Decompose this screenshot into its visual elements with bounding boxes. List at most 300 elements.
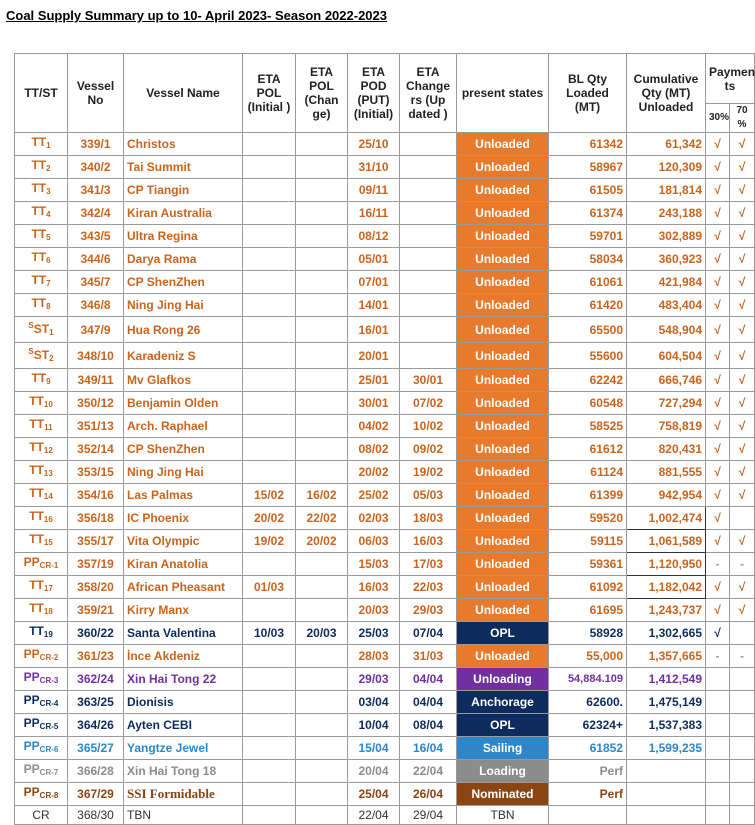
payment-70: √	[730, 392, 755, 415]
eta-pol-change: 16/02	[296, 484, 348, 507]
payment-30: -	[706, 645, 730, 668]
tt-st-cell	[15, 484, 68, 507]
tt-subscript: 1	[46, 141, 51, 150]
payment-70: -	[730, 645, 755, 668]
bl-qty: 59520	[549, 507, 627, 530]
tt-subscript: 9	[46, 377, 51, 386]
present-state: Loading	[457, 760, 549, 783]
eta-pol-change	[296, 392, 348, 415]
tt-subscript: CR-4	[39, 699, 59, 708]
tt-label: TT	[29, 509, 44, 523]
bl-qty: 58967	[549, 156, 627, 179]
payment-70: √	[730, 202, 755, 225]
eta-pol-initial	[243, 599, 296, 622]
tt-subscript: 6	[46, 256, 51, 265]
tt-st-cell	[15, 438, 68, 461]
tt-label: TT	[29, 486, 44, 500]
tt-label: ST	[33, 348, 50, 362]
eta-pol-initial: 19/02	[243, 530, 296, 553]
tt-label: TT	[29, 440, 44, 454]
eta-change: 08/04	[400, 714, 457, 737]
present-state: Nominated	[457, 783, 549, 806]
eta-pol-initial	[243, 760, 296, 783]
present-state: Unloaded	[457, 133, 549, 156]
vessel-no: 346/8	[68, 294, 124, 317]
table-row	[15, 202, 755, 225]
payment-70: √	[730, 133, 755, 156]
eta-pod: 22/04	[348, 806, 400, 825]
bl-qty: 61124	[549, 461, 627, 484]
eta-pol-change	[296, 783, 348, 806]
payment-30: √	[706, 133, 730, 156]
header-vessel-name: Vessel Name	[124, 54, 243, 133]
table-row	[15, 737, 755, 760]
eta-pol-initial	[243, 392, 296, 415]
table-row	[15, 248, 755, 271]
tt-st-cell	[15, 156, 68, 179]
eta-pol-change	[296, 317, 348, 343]
eta-pod: 09/11	[348, 179, 400, 202]
cumulative-qty: 1,357,665	[627, 645, 706, 668]
tt-label: TT	[31, 371, 47, 385]
payment-30	[706, 783, 730, 806]
tt-subscript: 12	[43, 446, 53, 455]
eta-pol-change	[296, 691, 348, 714]
payment-30: √	[706, 484, 730, 507]
vessel-no: 350/12	[68, 392, 124, 415]
vessel-no: 347/9	[68, 317, 124, 343]
tt-label: TT	[29, 601, 44, 615]
tt-label: TT	[29, 417, 45, 431]
vessel-no: 355/17	[68, 530, 124, 553]
bl-qty: 58034	[549, 248, 627, 271]
bl-qty: 54,884.109	[549, 668, 627, 691]
vessel-name: Xin Hai Tong 22	[124, 668, 243, 691]
eta-pod: 04/02	[348, 415, 400, 438]
cumulative-qty: 604,504	[627, 343, 706, 369]
eta-pod: 30/01	[348, 392, 400, 415]
present-state: Unloaded	[457, 343, 549, 369]
tt-label: TT	[29, 578, 44, 592]
vessel-name: Kiran Anatolia	[124, 553, 243, 576]
tt-subscript: CR-6	[39, 745, 59, 754]
tt-st-cell	[15, 760, 68, 783]
eta-change: 04/04	[400, 691, 457, 714]
payment-70: √	[730, 156, 755, 179]
bl-qty: 61092	[549, 576, 627, 599]
eta-pod: 20/01	[348, 343, 400, 369]
tt-label: ST	[33, 322, 50, 336]
eta-change: 31/03	[400, 645, 457, 668]
present-state: Sailing	[457, 737, 549, 760]
tt-st-cell	[15, 415, 68, 438]
vessel-name: SSI Formidable	[124, 783, 243, 806]
payment-70: √	[730, 530, 755, 553]
tt-subscript: 2	[49, 354, 54, 363]
vessel-name: Darya Rama	[124, 248, 243, 271]
vessel-no: 364/26	[68, 714, 124, 737]
tt-label: TT	[29, 463, 44, 477]
vessel-no: 357/19	[68, 553, 124, 576]
eta-change	[400, 202, 457, 225]
tt-st-cell	[15, 645, 68, 668]
tt-subscript: CR-2	[39, 653, 59, 662]
tt-st-cell	[15, 225, 68, 248]
payment-70	[730, 691, 755, 714]
table-row	[15, 645, 755, 668]
vessel-name: CP ShenZhen	[124, 438, 243, 461]
payment-70	[730, 507, 755, 530]
bl-qty: Perf	[549, 783, 627, 806]
tt-label: TT	[31, 227, 47, 241]
eta-change: 19/02	[400, 461, 457, 484]
vessel-no: 348/10	[68, 343, 124, 369]
present-state: Unloaded	[457, 645, 549, 668]
bl-qty: 55,000	[549, 645, 627, 668]
eta-pod: 03/04	[348, 691, 400, 714]
tt-subscript: 19	[43, 630, 53, 639]
eta-pod: 05/01	[348, 248, 400, 271]
vessel-name: Tai Summit	[124, 156, 243, 179]
eta-pol-initial	[243, 553, 296, 576]
present-state: Unloaded	[457, 392, 549, 415]
bl-qty: 55600	[549, 343, 627, 369]
header-eta-changes: ETA Change rs (Up dated )	[400, 54, 457, 133]
tt-label: PP	[23, 739, 40, 753]
table-row	[15, 415, 755, 438]
payment-70: √	[730, 576, 755, 599]
eta-pol-change	[296, 415, 348, 438]
tt-label: TT	[29, 394, 44, 408]
cumulative-qty	[627, 806, 706, 825]
bl-qty: 59701	[549, 225, 627, 248]
tt-st-cell	[15, 783, 68, 806]
cumulative-qty: 120,309	[627, 156, 706, 179]
eta-pol-change	[296, 737, 348, 760]
eta-pol-initial: 15/02	[243, 484, 296, 507]
present-state: Unloaded	[457, 530, 549, 553]
vessel-name: CP Tiangin	[124, 179, 243, 202]
vessel-name: Hua Rong 26	[124, 317, 243, 343]
eta-pol-initial	[243, 343, 296, 369]
present-state: Unloaded	[457, 415, 549, 438]
bl-qty: 61374	[549, 202, 627, 225]
payment-30: √	[706, 461, 730, 484]
eta-pol-initial	[243, 645, 296, 668]
tt-st-cell	[15, 133, 68, 156]
eta-pod: 16/11	[348, 202, 400, 225]
bl-qty: 61399	[549, 484, 627, 507]
tt-subscript: 13	[43, 469, 53, 478]
payment-70: √	[730, 461, 755, 484]
eta-pol-initial	[243, 271, 296, 294]
eta-pod: 25/01	[348, 369, 400, 392]
payment-30: √	[706, 202, 730, 225]
eta-pol-change	[296, 225, 348, 248]
eta-pol-change	[296, 248, 348, 271]
payment-70: √	[730, 369, 755, 392]
present-state: Unloaded	[457, 599, 549, 622]
cumulative-qty: 1,243,737	[627, 599, 706, 622]
eta-pod: 16/03	[348, 576, 400, 599]
vessel-name: IC Phoenix	[124, 507, 243, 530]
eta-pod: 14/01	[348, 294, 400, 317]
header-vessel-no: Vessel No	[68, 54, 124, 133]
eta-pol-change	[296, 553, 348, 576]
bl-qty: 62600.	[549, 691, 627, 714]
tt-label: PP	[23, 716, 40, 730]
tt-subscript: 7	[46, 279, 51, 288]
vessel-no: 358/20	[68, 576, 124, 599]
vessel-name: Kirry Manx	[124, 599, 243, 622]
payment-30: √	[706, 179, 730, 202]
payment-30: √	[706, 438, 730, 461]
vessel-no: 349/11	[68, 369, 124, 392]
payment-30: √	[706, 156, 730, 179]
tt-st-cell	[15, 202, 68, 225]
tt-subscript: CR-1	[39, 561, 59, 570]
eta-change	[400, 248, 457, 271]
vessel-no: 362/24	[68, 668, 124, 691]
tt-label: TT	[31, 158, 47, 172]
eta-pol-change	[296, 156, 348, 179]
payment-30: √	[706, 225, 730, 248]
eta-change: 22/04	[400, 760, 457, 783]
payment-70	[730, 783, 755, 806]
payment-30: √	[706, 343, 730, 369]
present-state: Unloaded	[457, 484, 549, 507]
eta-pol-initial	[243, 714, 296, 737]
tt-st-cell	[15, 369, 68, 392]
vessel-no: 361/23	[68, 645, 124, 668]
eta-pod: 25/02	[348, 484, 400, 507]
payment-70: √	[730, 294, 755, 317]
payment-70	[730, 622, 755, 645]
vessel-name: Vita Olympic	[124, 530, 243, 553]
table-row	[15, 806, 755, 825]
eta-change: 22/03	[400, 576, 457, 599]
eta-pol-initial	[243, 806, 296, 825]
vessel-no: 366/28	[68, 760, 124, 783]
document-title: Coal Supply Summary up to 10- April 2023- Season 2022-2023	[6, 8, 387, 23]
payment-30: √	[706, 294, 730, 317]
cumulative-qty: 758,819	[627, 415, 706, 438]
present-state: OPL	[457, 622, 549, 645]
eta-change	[400, 156, 457, 179]
table-row	[15, 133, 755, 156]
eta-pol-initial: 01/03	[243, 576, 296, 599]
present-state: Unloaded	[457, 202, 549, 225]
table-row	[15, 553, 755, 576]
tt-st-cell	[15, 294, 68, 317]
eta-pol-change	[296, 668, 348, 691]
eta-change	[400, 225, 457, 248]
eta-pol-change	[296, 461, 348, 484]
tt-label: PP	[23, 555, 40, 569]
vessel-no: 344/6	[68, 248, 124, 271]
eta-pod: 20/02	[348, 461, 400, 484]
bl-qty: 58525	[549, 415, 627, 438]
eta-pol-change: 22/02	[296, 507, 348, 530]
tt-label: TT	[31, 181, 47, 195]
payment-70: -	[730, 553, 755, 576]
cumulative-qty: 548,904	[627, 317, 706, 343]
table-row	[15, 294, 755, 317]
tt-st-cell	[15, 179, 68, 202]
cumulative-qty: 666,746	[627, 369, 706, 392]
eta-pod: 15/04	[348, 737, 400, 760]
vessel-name: Ning Jing Hai	[124, 461, 243, 484]
table-row	[15, 317, 755, 343]
present-state: Unloaded	[457, 576, 549, 599]
vessel-name: Ultra Regina	[124, 225, 243, 248]
eta-pol-initial	[243, 369, 296, 392]
tt-subscript: CR-5	[39, 722, 59, 731]
eta-change: 07/02	[400, 392, 457, 415]
eta-pod: 10/04	[348, 714, 400, 737]
eta-pol-change	[296, 133, 348, 156]
eta-change: 17/03	[400, 553, 457, 576]
tt-label: TT	[29, 624, 44, 638]
payment-30: √	[706, 599, 730, 622]
cumulative-qty: 243,188	[627, 202, 706, 225]
table-row	[15, 461, 755, 484]
table-row	[15, 622, 755, 645]
header-present-states: present states	[457, 54, 549, 133]
table-row	[15, 783, 755, 806]
eta-pol-initial: 10/03	[243, 622, 296, 645]
eta-change	[400, 271, 457, 294]
payment-70: √	[730, 343, 755, 369]
vessel-name: Christos	[124, 133, 243, 156]
payment-70	[730, 737, 755, 760]
present-state: Unloading	[457, 668, 549, 691]
cumulative-qty: 360,923	[627, 248, 706, 271]
payment-70	[730, 760, 755, 783]
tt-subscript: 4	[46, 210, 51, 219]
eta-pol-initial	[243, 783, 296, 806]
eta-pol-initial	[243, 737, 296, 760]
payment-30: √	[706, 530, 730, 553]
payment-70	[730, 806, 755, 825]
eta-pol-change	[296, 343, 348, 369]
present-state: Unloaded	[457, 294, 549, 317]
header-eta-pol-change: ETA POL (Chan ge)	[296, 54, 348, 133]
eta-pol-change	[296, 438, 348, 461]
vessel-no: 345/7	[68, 271, 124, 294]
eta-pod: 06/03	[348, 530, 400, 553]
payment-70: √	[730, 225, 755, 248]
cumulative-qty: 181,814	[627, 179, 706, 202]
table-row	[15, 156, 755, 179]
table-row	[15, 369, 755, 392]
payment-70: √	[730, 179, 755, 202]
vessel-name: Dionisis	[124, 691, 243, 714]
eta-change: 29/03	[400, 599, 457, 622]
tt-st-cell	[15, 317, 68, 343]
present-state: Unloaded	[457, 248, 549, 271]
header-payments: Paymen ts	[706, 54, 755, 104]
vessel-no: 356/18	[68, 507, 124, 530]
payment-70: √	[730, 438, 755, 461]
eta-change	[400, 317, 457, 343]
bl-qty: 60548	[549, 392, 627, 415]
tt-subscript: 5	[46, 233, 51, 242]
table-row	[15, 225, 755, 248]
table-row	[15, 714, 755, 737]
cumulative-qty: 61,342	[627, 133, 706, 156]
cumulative-qty: 727,294	[627, 392, 706, 415]
eta-pol-initial	[243, 691, 296, 714]
payment-30: √	[706, 576, 730, 599]
header-pay-30: 30%	[706, 104, 730, 133]
payment-70: √	[730, 248, 755, 271]
tt-subscript: 2	[46, 164, 51, 173]
table-row	[15, 343, 755, 369]
eta-pod: 25/04	[348, 783, 400, 806]
present-state: Unloaded	[457, 317, 549, 343]
cumulative-qty	[627, 783, 706, 806]
payment-30	[706, 806, 730, 825]
tt-st-cell	[15, 343, 68, 369]
eta-pol-change	[296, 271, 348, 294]
table-row	[15, 179, 755, 202]
eta-pol-change: 20/03	[296, 622, 348, 645]
eta-change: 04/04	[400, 668, 457, 691]
payment-30: √	[706, 507, 730, 530]
vessel-no: 340/2	[68, 156, 124, 179]
tt-st-cell	[15, 553, 68, 576]
eta-pod: 25/10	[348, 133, 400, 156]
tt-label: TT	[31, 273, 47, 287]
vessel-name: İnce Akdeniz	[124, 645, 243, 668]
bl-qty: 61505	[549, 179, 627, 202]
table-row	[15, 599, 755, 622]
eta-pod: 02/03	[348, 507, 400, 530]
bl-qty: 59361	[549, 553, 627, 576]
tt-st-cell	[15, 714, 68, 737]
eta-pol-initial: 20/02	[243, 507, 296, 530]
eta-pol-change	[296, 599, 348, 622]
bl-qty: 61342	[549, 133, 627, 156]
bl-qty: Perf	[549, 760, 627, 783]
cumulative-qty: 302,889	[627, 225, 706, 248]
payment-30	[706, 691, 730, 714]
payment-30: √	[706, 248, 730, 271]
bl-qty: 61420	[549, 294, 627, 317]
table-row	[15, 484, 755, 507]
tt-st-cell	[15, 576, 68, 599]
header-ttst: TT/ST	[15, 54, 68, 133]
tt-label: PP	[23, 647, 40, 661]
payment-30: √	[706, 317, 730, 343]
tt-subscript: 15	[43, 538, 53, 547]
tt-label: PP	[23, 670, 40, 684]
bl-qty: 61852	[549, 737, 627, 760]
table-row	[15, 438, 755, 461]
vessel-no: 367/29	[68, 783, 124, 806]
eta-pol-initial	[243, 461, 296, 484]
vessel-name: Karadeniz S	[124, 343, 243, 369]
eta-pod: 29/03	[348, 668, 400, 691]
tt-subscript: 14	[43, 492, 53, 501]
present-state: Unloaded	[457, 156, 549, 179]
bl-qty: 61612	[549, 438, 627, 461]
header-cumulative: Cumulative Qty (MT) Unloaded	[627, 54, 706, 133]
vessel-name: African Pheasant	[124, 576, 243, 599]
header-eta-pol-initial: ETA POL (Initial )	[243, 54, 296, 133]
eta-change	[400, 179, 457, 202]
